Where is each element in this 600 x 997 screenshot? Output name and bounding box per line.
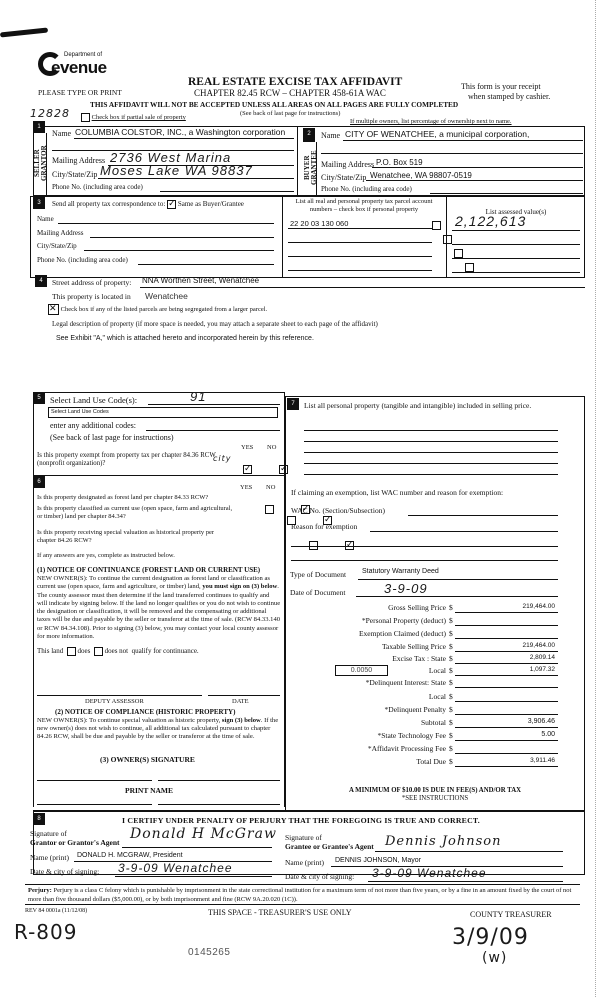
seller-label: SELLER	[33, 149, 41, 177]
print-name-line-1	[37, 804, 152, 805]
fee-line	[455, 638, 558, 639]
grantor-label: GRANTOR	[40, 145, 48, 181]
pp-line-3	[304, 452, 558, 453]
assessor-sig-line	[37, 695, 202, 696]
handwritten-file-number: 12828	[30, 107, 70, 120]
fee-currency: $	[449, 654, 453, 663]
form-chapter: CHAPTER 82.45 RCW – CHAPTER 458-61A WAC	[194, 88, 386, 98]
fee-line	[455, 663, 558, 664]
doc-date-value[interactable]: 3-9-09	[384, 581, 428, 596]
grantee-sig-line	[375, 851, 563, 852]
s3-name-label: Name	[37, 215, 54, 223]
grantor-sig-label-1: Signature of	[30, 829, 67, 838]
same-as-buyer-checkbox[interactable]	[167, 200, 176, 209]
handwritten-initials: (w)	[482, 950, 508, 966]
notice2-text-bold: sign (3) below	[221, 717, 261, 724]
seller-phone-label: Phone No. (including area code)	[52, 183, 143, 191]
grantee-signature[interactable]: Dennis Johnson	[385, 834, 502, 849]
fee-currency: $	[449, 757, 453, 766]
located-in-value[interactable]: Wenatchee	[145, 291, 188, 301]
owner-signature-label: (3) OWNER(S) SIGNATURE	[100, 755, 195, 764]
grantor-signature[interactable]: Donald H McGraw	[130, 826, 277, 842]
reason-line-1	[370, 531, 558, 532]
stamp-number: 0145265	[188, 947, 231, 958]
fee-line	[455, 766, 558, 767]
buyer-label: BUYER	[303, 155, 311, 181]
form-title: REAL ESTATE EXCISE TAX AFFIDAVIT	[188, 76, 403, 88]
certify-statement: I CERTIFY UNDER PENALTY OF PERJURY THAT THE FOREGOING IS TRUE AND CORRECT.	[122, 816, 480, 825]
fee-label-delinquent-penalty: *Delinquent Penalty	[384, 705, 446, 714]
doc-type-value[interactable]: Statutory Warranty Deed	[362, 568, 439, 575]
buyer-city-line	[366, 180, 583, 181]
see-instructions-note: *SEE INSTRUCTIONS	[401, 795, 469, 802]
fee-line	[455, 612, 558, 613]
personal-property-checkbox-4[interactable]	[465, 263, 474, 272]
seller-mailing-value[interactable]: 2736 West Marina	[110, 150, 232, 165]
s3-city-label: City/State/Zip	[37, 242, 77, 250]
multiple-owners-note: If multiple owners, list percentage of ownership next to name.	[350, 118, 512, 125]
buyer-name-line	[343, 140, 583, 141]
fee-value-tech-fee[interactable]: 5.00	[541, 731, 555, 738]
fee-value-gross[interactable]: 219,464.00	[522, 603, 555, 610]
fee-currency: $	[449, 629, 453, 638]
form-id: REV 84 0001a (11/12/08)	[25, 908, 88, 914]
perjury-notice	[28, 887, 583, 904]
divider-1-2	[297, 126, 298, 196]
grantee-date-line	[368, 881, 563, 882]
legal-description-value[interactable]: See Exhibit "A," which is attached hereto and incorporated herein by this reference.	[56, 335, 314, 342]
fee-label-delinquent-interest-local: Local	[428, 692, 446, 701]
s6-yes-header: YES	[240, 484, 253, 491]
grantee-name-value[interactable]: DENNIS JOHNSON, Mayor	[335, 857, 421, 864]
notice-continuance-body	[37, 575, 281, 641]
send-correspondence-row	[52, 200, 244, 209]
additional-codes-line	[146, 430, 280, 431]
fee-value-subtotal[interactable]: 3,906.46	[527, 718, 555, 725]
divider-5-6	[33, 475, 285, 476]
owner-sig-line-1	[37, 780, 152, 781]
parcel-number-1[interactable]: 22 20 03 130 060	[290, 219, 349, 228]
if-any-yes-note: If any answers are yes, complete as instructed below.	[37, 552, 175, 559]
wac-line	[408, 515, 558, 516]
grantor-sig-label-2: Grantor or Grantor's Agent	[30, 838, 120, 847]
seller-name-value[interactable]: COLUMBIA COLSTOR, INC., a Washington corporation	[75, 127, 286, 137]
dor-logo	[38, 50, 128, 84]
does-not-qualify-checkbox[interactable]	[94, 647, 103, 656]
additional-codes-label: enter any additional codes:	[50, 421, 136, 430]
seller-grantor-sidebar	[33, 133, 47, 196]
section-8-badge: 8	[33, 813, 45, 825]
deputy-assessor-label: DEPUTY ASSESSOR	[85, 698, 144, 705]
fee-line	[455, 687, 558, 688]
owner-sig-line-2	[158, 780, 280, 781]
section-6-badge: 6	[33, 476, 45, 488]
seller-phone-line	[160, 191, 294, 192]
assessed-line-2	[452, 244, 580, 245]
perjury-bold: Perjury:	[28, 887, 52, 894]
local-rate-box[interactable]: 0.0050	[335, 665, 388, 676]
assessed-value-1[interactable]: 2,122,613	[455, 213, 527, 229]
pp-line-2	[304, 441, 558, 442]
fee-label-personal-property: *Personal Property (deduct)	[361, 616, 446, 625]
s5-no-header: NO	[267, 444, 277, 451]
notice-compliance-title: (2) NOTICE OF COMPLIANCE (HISTORIC PROPERTY)	[55, 708, 236, 716]
s5-yes-header: YES	[241, 444, 254, 451]
reason-line-3	[291, 560, 558, 561]
pp-line-4	[304, 463, 558, 464]
does-not-label: does not	[104, 647, 129, 656]
seller-name-label: Name	[52, 129, 72, 138]
parcel-line-2	[288, 242, 432, 243]
fee-currency: $	[449, 678, 453, 687]
date-label: DATE	[232, 698, 249, 705]
fee-value-taxable[interactable]: 219,464.00	[522, 642, 555, 649]
street-address-value[interactable]: NNA Worthen Street, Wenatchee	[142, 276, 260, 285]
parcel-line-3	[288, 256, 432, 257]
this-land-label: This land	[37, 647, 64, 656]
s3-mailing-line	[90, 237, 274, 238]
reason-exemption-label: Reason for exemption	[291, 522, 358, 531]
see-back-note: (See back of last page for instructions)	[240, 110, 341, 117]
grantor-name-label: Name (print)	[30, 853, 69, 862]
partial-sale-checkbox[interactable]	[81, 113, 90, 122]
buyer-mailing-line	[372, 167, 583, 168]
notice-continuance-title: (1) NOTICE OF CONTINUANCE (FOREST LAND OR CURRENT USE)	[37, 566, 261, 574]
s3-mailing-label: Mailing Address	[37, 229, 84, 237]
seller-city-value[interactable]: Moses Lake WA 98837	[100, 163, 253, 178]
fee-line	[455, 675, 558, 676]
parcel-line-1	[288, 228, 432, 229]
fee-label-excise-local: Local	[428, 666, 446, 675]
pp-line-5	[304, 474, 558, 475]
fee-line	[455, 701, 558, 702]
street-address-line	[140, 287, 585, 288]
section-7-badge: 7	[287, 398, 299, 410]
fee-currency: $	[449, 666, 453, 675]
buyer-grantee-sidebar	[303, 142, 317, 196]
s3-phone-line	[138, 264, 274, 265]
receipt-note-1: This form is your receipt	[461, 82, 541, 91]
does-label: does	[77, 647, 91, 656]
print-name-label: PRINT NAME	[125, 786, 173, 795]
logo-dept-text: Department of	[64, 52, 103, 58]
please-type-label: PLEASE TYPE OR PRINT	[38, 88, 122, 97]
exempt-annotation: city	[213, 454, 232, 463]
print-name-line-2	[158, 804, 280, 805]
doc-type-line	[358, 579, 558, 580]
buyer-mailing-label: Mailing Address	[321, 160, 375, 169]
historic-question: Is this property receiving special valuation as historical property per chapter 84.26 RCW?	[37, 529, 215, 544]
grantor-name-value[interactable]: DONALD H. MCGRAW, President	[77, 852, 183, 859]
scan-mark	[0, 28, 48, 38]
located-in-label: This property is located in	[52, 292, 131, 301]
partial-sale-label: Check box if partial sale of property	[91, 113, 186, 121]
fee-currency: $	[449, 705, 453, 714]
notice2-text-b: . If the new owner(s) does not wish to continue, all additional tax calculated pursuant to chapter 84.26 RCW, shall be due and payable by the seller or transferor at the time of sale.	[37, 717, 279, 740]
fee-label-taxable: Taxable Selling Price	[381, 642, 446, 651]
land-use-line	[148, 404, 280, 405]
this-land-row	[37, 647, 199, 656]
segregated-label: Check box if any of the listed parcels are being segregated from a larger parcel.	[60, 305, 268, 313]
s5-see-back: (See back of last page for instructions)	[50, 433, 174, 442]
section-4-badge: 4	[35, 275, 47, 287]
perjury-top-line	[25, 884, 580, 885]
doc-type-label: Type of Document	[290, 570, 347, 579]
buyer-phone-line	[430, 193, 583, 194]
street-address-label: Street address of property:	[52, 278, 132, 287]
buyer-name-line-2	[321, 153, 583, 154]
doc-date-label: Date of Document	[290, 588, 346, 597]
exempt-yes-checkbox[interactable]	[243, 465, 252, 474]
does-qualify-checkbox[interactable]	[67, 647, 76, 656]
fee-line	[455, 727, 558, 728]
assessed-line-4	[452, 272, 580, 273]
section-2-badge: 2	[303, 128, 315, 142]
form-warning: THIS AFFIDAVIT WILL NOT BE ACCEPTED UNLESS ALL AREAS ON ALL PAGES ARE FULLY COMPLETED	[90, 100, 459, 109]
fee-line	[455, 625, 558, 626]
assessor-date-line	[208, 695, 280, 696]
fee-currency: $	[449, 692, 453, 701]
notice2-text-a: NEW OWNER(S): To continue special valuation as historic property,	[37, 717, 221, 724]
fee-label-gross: Gross Selling Price	[388, 603, 446, 612]
buyer-city-label: City/State/Zip	[321, 173, 367, 182]
fee-currency: $	[449, 642, 453, 651]
parcel-line-4	[288, 270, 432, 271]
assessed-line-1	[452, 230, 580, 231]
perjury-text: Perjury is a class C felony which is punishable by imprisonment in the state correctional institution for a maximum term of not more than five years, or by a fine in an amount fixed by the court of not more than five thousand dollars ($5,000.00), or by both imprisonment and fine (RCW 9A.20.020 (1C)).	[28, 887, 572, 903]
logo-name-text: evenue	[51, 58, 107, 77]
s3-city-line	[84, 250, 274, 251]
grantor-date-value[interactable]: 3-9-09 Wenatchee	[118, 861, 233, 875]
exemption-claim-label: If claiming an exemption, list WAC number and reason for exemption:	[291, 488, 504, 497]
land-use-value[interactable]: 91	[190, 389, 207, 404]
perjury-bottom-line	[25, 904, 580, 905]
fee-value-total-due[interactable]: 3,911.46	[530, 757, 555, 764]
send-correspondence-label: Send all property tax correspondence to:	[52, 200, 166, 209]
doc-date-line	[356, 596, 558, 597]
grantee-name-label: Name (print)	[285, 858, 324, 867]
fee-value-excise-local[interactable]: 1,097.32	[529, 666, 555, 673]
pp-line-1	[304, 430, 558, 431]
grantor-sig-line	[122, 847, 272, 848]
handwritten-ref: R-809	[14, 920, 78, 944]
seller-mailing-label: Mailing Address	[52, 156, 106, 165]
divider-3a	[282, 196, 283, 278]
same-as-buyer-label: Same as Buyer/Grantee	[177, 200, 244, 209]
notice1-text-bold: you must sign on (3) below	[202, 583, 278, 591]
fee-line	[455, 753, 558, 754]
grantee-label: GRANTEE	[310, 150, 318, 186]
grantee-sig-label-2: Grantee or Grantee's Agent	[285, 842, 374, 851]
grantee-date-label: Date & city of signing:	[285, 872, 355, 881]
section-3-badge: 3	[33, 197, 45, 209]
fee-currency: $	[449, 718, 453, 727]
grantor-date-line	[115, 876, 272, 877]
s3-name-line	[58, 223, 274, 224]
parcel-header: List all real and personal property tax parcel account numbers – check box if personal property	[295, 198, 433, 213]
assessed-header: List assessed value(s)	[485, 208, 547, 216]
scan-edge-right	[595, 0, 596, 997]
seller-city-line	[98, 178, 294, 179]
forest-yes-checkbox[interactable]	[265, 505, 274, 514]
grantee-sig-label-1: Signature of	[285, 833, 322, 842]
qualify-label: qualify for continuance.	[131, 647, 199, 656]
personal-property-checkbox-1[interactable]	[432, 221, 441, 230]
minimum-due-note: A MINIMUM OF $10.00 IS DUE IN FEE(S) AND/OR TAX	[348, 787, 522, 794]
fee-label-tech-fee: *State Technology Fee	[377, 731, 446, 740]
forest-land-question: Is this property designated as forest land per chapter 84.33 RCW?	[37, 494, 209, 501]
exempt-question: Is this property exempt from property tax per chapter 84.36 RCW (nonprofit organization)?	[37, 452, 216, 467]
seller-city-label: City/State/Zip	[52, 170, 98, 179]
s3-phone-label: Phone No. (including area code)	[37, 256, 128, 264]
fee-label-exemption: Exemption Claimed (deduct)	[358, 629, 446, 638]
reason-line-2	[291, 546, 558, 547]
fee-currency: $	[449, 744, 453, 753]
personal-property-checkbox-3[interactable]	[454, 249, 463, 258]
buyer-name-value[interactable]: CITY OF WENATCHEE, a municipal corporation,	[345, 129, 530, 139]
notice1-text-b: . The county assessor must then determine if the land transferred continues to qualify and will indicate by signing below. If the land no longer qualifies or you do not wish to continue the designation or classification, it will be removed and the compensating or additional taxes will be due and payable by the seller or transferor at the time of sale. (RCW 84.33.140 or RCW 84.34.108). Prior to signing (3) below, you may contact your local county assessor for more information.	[37, 583, 281, 641]
land-use-select[interactable]: Select Land Use Codes	[48, 407, 278, 418]
notice-compliance-body	[37, 717, 281, 740]
grantor-date-label: Date & city of signing:	[30, 867, 100, 876]
fee-line	[455, 714, 558, 715]
land-use-label: Select Land Use Code(s):	[50, 395, 138, 405]
current-use-question: Is this property classified as current use (open space, farm and agricultural, or timber) land per chapter 84.34?	[37, 505, 233, 520]
fee-currency: $	[449, 731, 453, 740]
handwritten-date: 3/9/09	[452, 925, 529, 950]
buyer-mailing-value[interactable]: P.O. Box 519	[376, 158, 423, 167]
partial-sale-row	[81, 113, 186, 122]
fee-label-excise-state: Excise Tax : State	[392, 654, 446, 663]
segregated-checkbox[interactable]	[48, 304, 59, 315]
fee-currency: $	[449, 603, 453, 612]
buyer-name-label: Name	[321, 131, 341, 140]
fee-label-delinquent-interest-state: *Delinquent Interest: State	[365, 678, 446, 687]
buyer-phone-label: Phone No. (including area code)	[321, 185, 412, 193]
receipt-note-2: when stamped by cashier.	[468, 92, 551, 101]
treasurer-use-label: THIS SPACE - TREASURER'S USE ONLY	[208, 908, 352, 917]
assessed-line-3	[452, 258, 580, 259]
wac-label: WAC No. (Section/Subsection)	[291, 506, 385, 515]
fee-value-excise-state[interactable]: 2,809.14	[529, 654, 555, 661]
personal-property-checkbox-2[interactable]	[443, 235, 452, 244]
fee-label-affidavit-fee: *Affidavit Processing Fee	[367, 744, 446, 753]
fee-label-subtotal: Subtotal	[420, 718, 446, 727]
fee-label-total-due: Total Due	[416, 757, 446, 766]
fee-currency: $	[449, 616, 453, 625]
notice1-text-a: NEW OWNER(S): To continue the current designation as forest land or classification as current use (open space, farm and agriculture, or timber) land,	[37, 575, 270, 591]
legal-description-label: Legal description of property (if more space is needed, you may attach a separate sheet to each page of the affidavit)	[52, 320, 378, 328]
buyer-city-value[interactable]: Wenatchee, WA 98807-0519	[370, 171, 472, 180]
segregated-row	[48, 304, 267, 315]
section-5-badge: 5	[33, 392, 45, 404]
fee-line	[455, 651, 558, 652]
seller-name-line	[74, 138, 294, 139]
personal-property-label: List all personal property (tangible and intangible) included in selling price.	[304, 401, 532, 410]
section-1-badge: 1	[33, 121, 45, 133]
county-treasurer-label: COUNTY TREASURER	[470, 910, 552, 919]
fee-line	[455, 740, 558, 741]
grantee-date-value[interactable]: 3-9-09 Wenatchee	[372, 866, 487, 880]
s6-no-header: NO	[266, 484, 276, 491]
